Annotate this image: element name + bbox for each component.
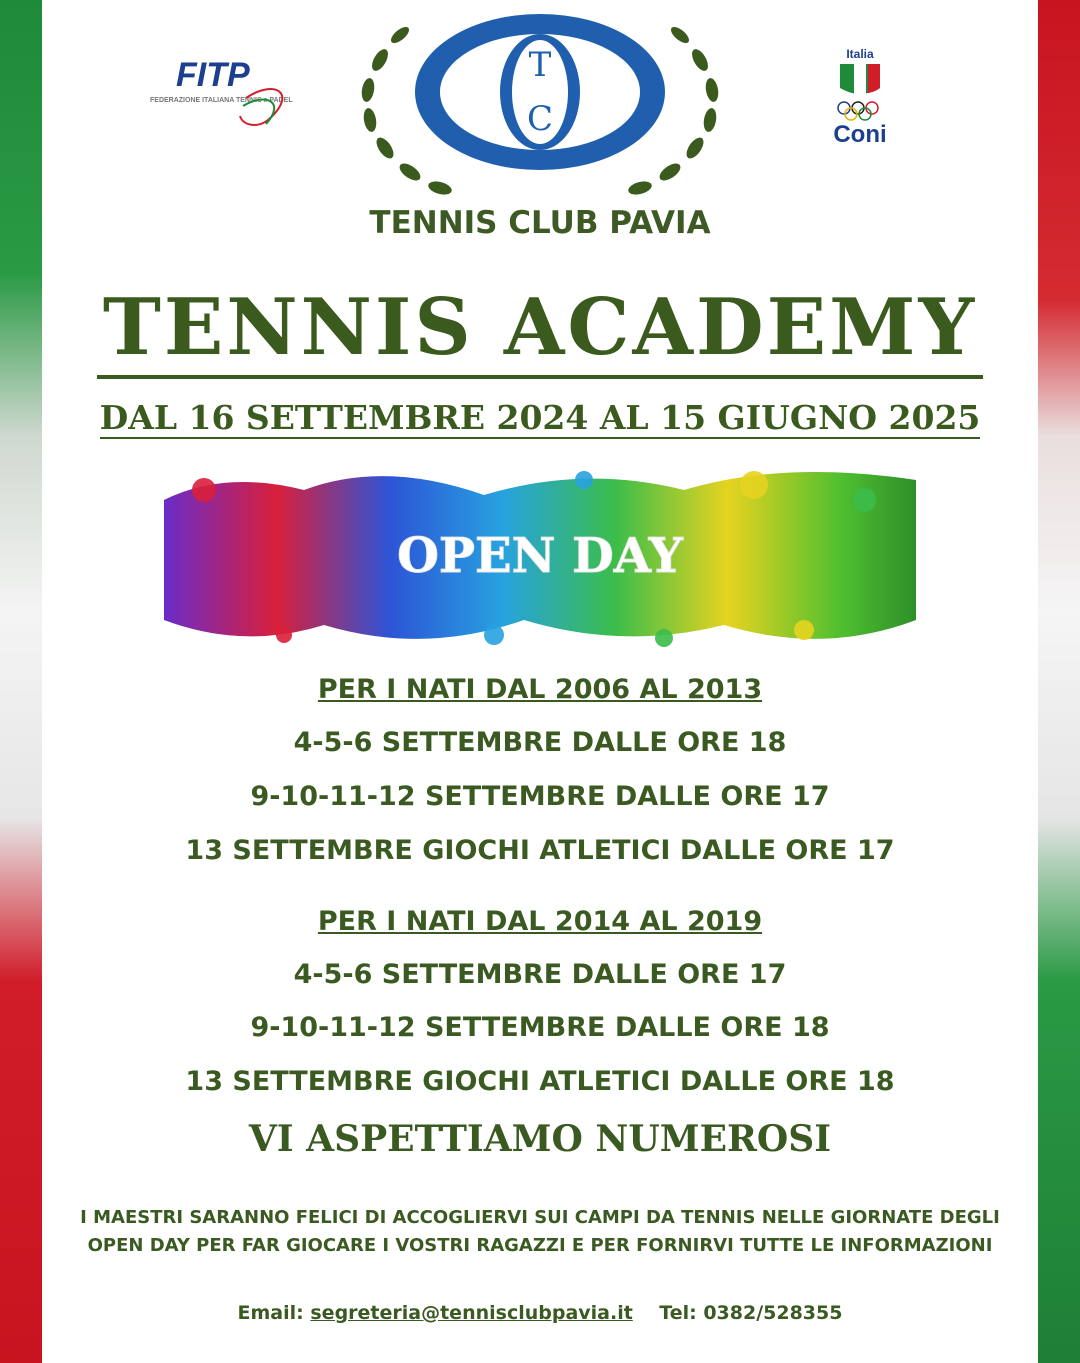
fitp-logo-subtext: FEDERAZIONE ITALIANA TENNIS e PADEL — [150, 97, 293, 104]
coni-logo — [820, 46, 900, 146]
fitp-logo — [148, 58, 298, 130]
title-text: TENNIS ACADEMY — [97, 282, 983, 379]
group1-line-3: 13 SETTEMBRE GIOCHI ATLETICI DALLE ORE 17 — [185, 835, 895, 866]
flag-border-right — [1038, 0, 1080, 1363]
coni-italia-text: Italia — [846, 47, 874, 61]
coni-name-text: Coni — [833, 121, 887, 146]
group1-heading: PER I NATI DAL 2006 AL 2013 — [317, 674, 763, 705]
group2-line-2: 9-10-11-12 SETTEMBRE DALLE ORE 18 — [250, 1012, 830, 1043]
fitp-logo-text: FITP — [176, 58, 250, 94]
academy-dates-text: DAL 16 SETTEMBRE 2024 AL 15 GIUGNO 2025 — [99, 398, 981, 437]
email-link[interactable]: segreteria@tennisclubpavia.it — [310, 1302, 633, 1324]
page-title — [42, 282, 1038, 373]
group2-line-1: 4-5-6 SETTEMBRE DALLE ORE 17 — [293, 959, 787, 990]
club-name: TENNIS CLUB PAVIA — [369, 205, 711, 241]
phone-number: Tel: 0382/528355 — [659, 1302, 843, 1324]
academy-dates — [42, 398, 1038, 437]
closing-message: VI ASPETTIAMO NUMEROSI — [248, 1118, 832, 1160]
group2-line-3: 13 SETTEMBRE GIOCHI ATLETICI DALLE ORE 18 — [185, 1066, 895, 1097]
info-paragraph — [42, 1204, 1038, 1260]
group1-line-2: 9-10-11-12 SETTEMBRE DALLE ORE 17 — [250, 781, 830, 812]
club-logo-letter-c: C — [526, 99, 554, 139]
flag-border-left — [0, 0, 42, 1363]
tennis-club-pavia-logo — [340, 0, 740, 205]
club-logo-letter-t: T — [528, 45, 552, 85]
open-day-banner — [164, 460, 916, 655]
group1-line-1: 4-5-6 SETTEMBRE DALLE ORE 18 — [293, 727, 787, 758]
info-line-1: I MAESTRI SARANNO FELICI DI ACCOGLIERVI SUI CAMPI DA TENNIS NELLE GIORNATE DEGLI — [80, 1207, 1000, 1228]
contact-line — [42, 1302, 1038, 1324]
email-label: Email: — [237, 1302, 304, 1324]
open-day-banner-text: OPEN DAY — [397, 528, 683, 584]
info-line-2: OPEN DAY PER FAR GIOCARE I VOSTRI RAGAZZI E PER FORNIRVI TUTTE LE INFORMAZIONI — [87, 1235, 993, 1256]
group2-heading: PER I NATI DAL 2014 AL 2019 — [317, 906, 763, 937]
